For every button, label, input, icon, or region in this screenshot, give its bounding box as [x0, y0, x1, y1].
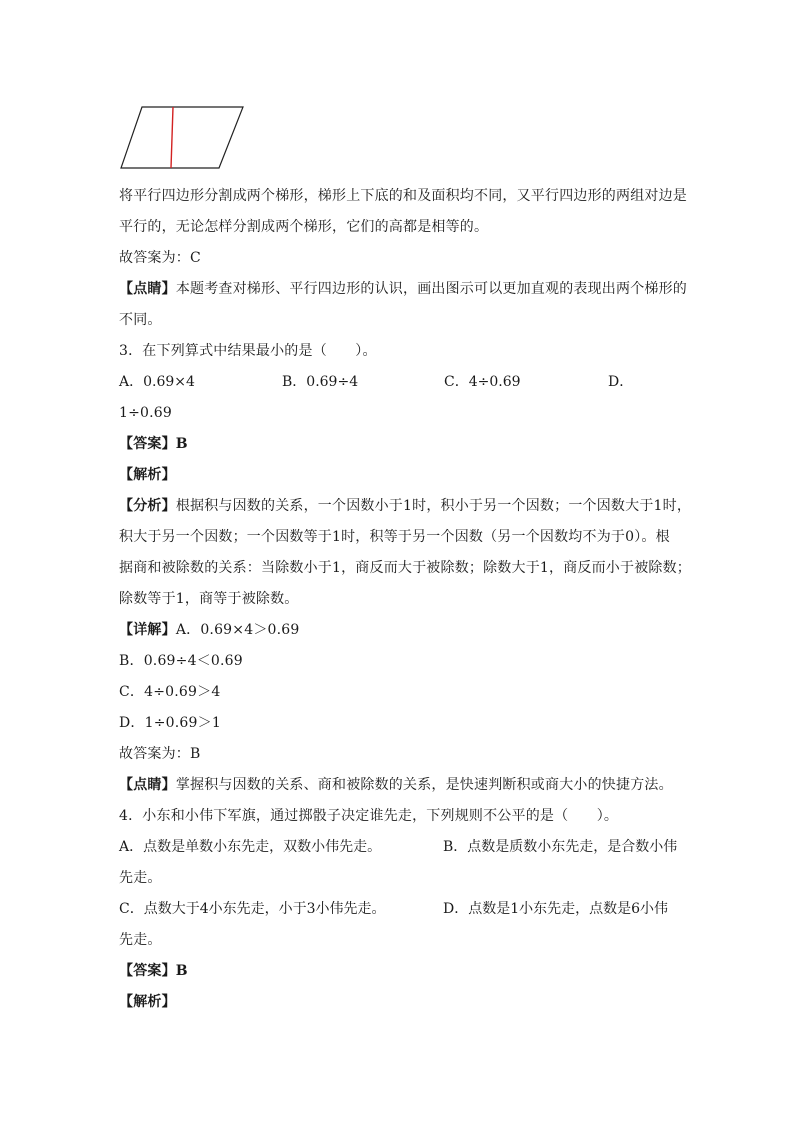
q3-option-d: D．: [608, 374, 634, 390]
analysis-line-3: 据商和被除数的关系：当除数小于1，商反而大于被除数；除数大于1，商反而小于被除数；: [119, 560, 692, 576]
comment-text: 本题考查对梯形、平行四边形的认识，画出图示可以更加直观的表现出两个梯形的: [175, 281, 688, 297]
answer-line-q2: 故答案为：C: [119, 250, 201, 266]
comment-tag-q3: 【点睛】: [119, 777, 176, 793]
explanation-line-2: 平行的，无论怎样分割成两个梯形，它们的高都是相等的。: [119, 219, 489, 235]
detail-line-a: [119, 621, 300, 639]
detail-tag: 【详解】: [119, 622, 176, 638]
parallelogram-figure: [118, 104, 246, 170]
detail-line-d: D．1÷0.69＞1: [119, 715, 221, 731]
analysis-text: 根据积与因数的关系，一个因数小于1时，积小于另一个因数；一个因数大于1时，: [175, 498, 692, 514]
question-4: 4．小东和小伟下军旗，通过掷骰子决定谁先走，下列规则不公平的是（ ）。: [119, 808, 619, 824]
parallelogram-shape: [121, 107, 243, 168]
answer-tag-q4: 【答案】B: [119, 963, 188, 979]
comment-text-q3: 掌握积与因数的关系、商和被除数的关系，是快速判断积或商大小的快捷方法。: [175, 777, 673, 793]
detail-line-c: C．4÷0.69＞4: [119, 684, 221, 700]
analysis-tag-q3: 【解析】: [119, 467, 176, 483]
analysis-tag: 【分析】: [119, 498, 176, 514]
comment-line-q3: [119, 776, 673, 794]
comment-line-2: 不同。: [119, 312, 162, 328]
q3-option-d-value: 1÷0.69: [119, 405, 173, 421]
q4-option-d-cont: 先走。: [119, 932, 162, 948]
comment-tag: 【点睛】: [119, 281, 176, 297]
explanation-line-1: 将平行四边形分割成两个梯形，梯形上下底的和及面积均不同，又平行四边形的两组对边是: [119, 188, 687, 204]
divider-line: [171, 107, 173, 168]
q4-option-c: C．点数大于4小东先走，小于3小伟先走。: [119, 901, 386, 917]
detail-line-b: B．0.69÷4＜0.69: [119, 653, 243, 669]
question-3: 3．在下列算式中结果最小的是（ ）。: [119, 343, 377, 359]
analysis-line-4: 除数等于1，商等于被除数。: [119, 591, 299, 607]
answer-tag-q3: 【答案】B: [119, 436, 188, 452]
q4-option-d: D．点数是1小东先走，点数是6小伟: [443, 901, 669, 917]
q3-option-a: A．0.69×4: [119, 374, 195, 390]
answer-line-q3: 故答案为：B: [119, 746, 201, 762]
detail-text-a: A．0.69×4＞0.69: [175, 622, 300, 638]
q3-option-c: C．4÷0.69: [444, 374, 521, 390]
analysis-tag-q4: 【解析】: [119, 994, 176, 1010]
analysis-line-2: 积大于另一个因数；一个因数等于1时，积等于另一个因数（另一个因数均不为于0）。根: [119, 529, 670, 545]
q4-option-b-cont: 先走。: [119, 870, 162, 886]
q4-option-a: A．点数是单数小东先走，双数小伟先走。: [119, 839, 382, 855]
comment-line-1: [119, 280, 687, 298]
q4-option-b: B．点数是质数小东先走，是合数小伟: [443, 839, 678, 855]
analysis-line-1: [119, 497, 691, 515]
q3-option-b: B．0.69÷4: [282, 374, 359, 390]
